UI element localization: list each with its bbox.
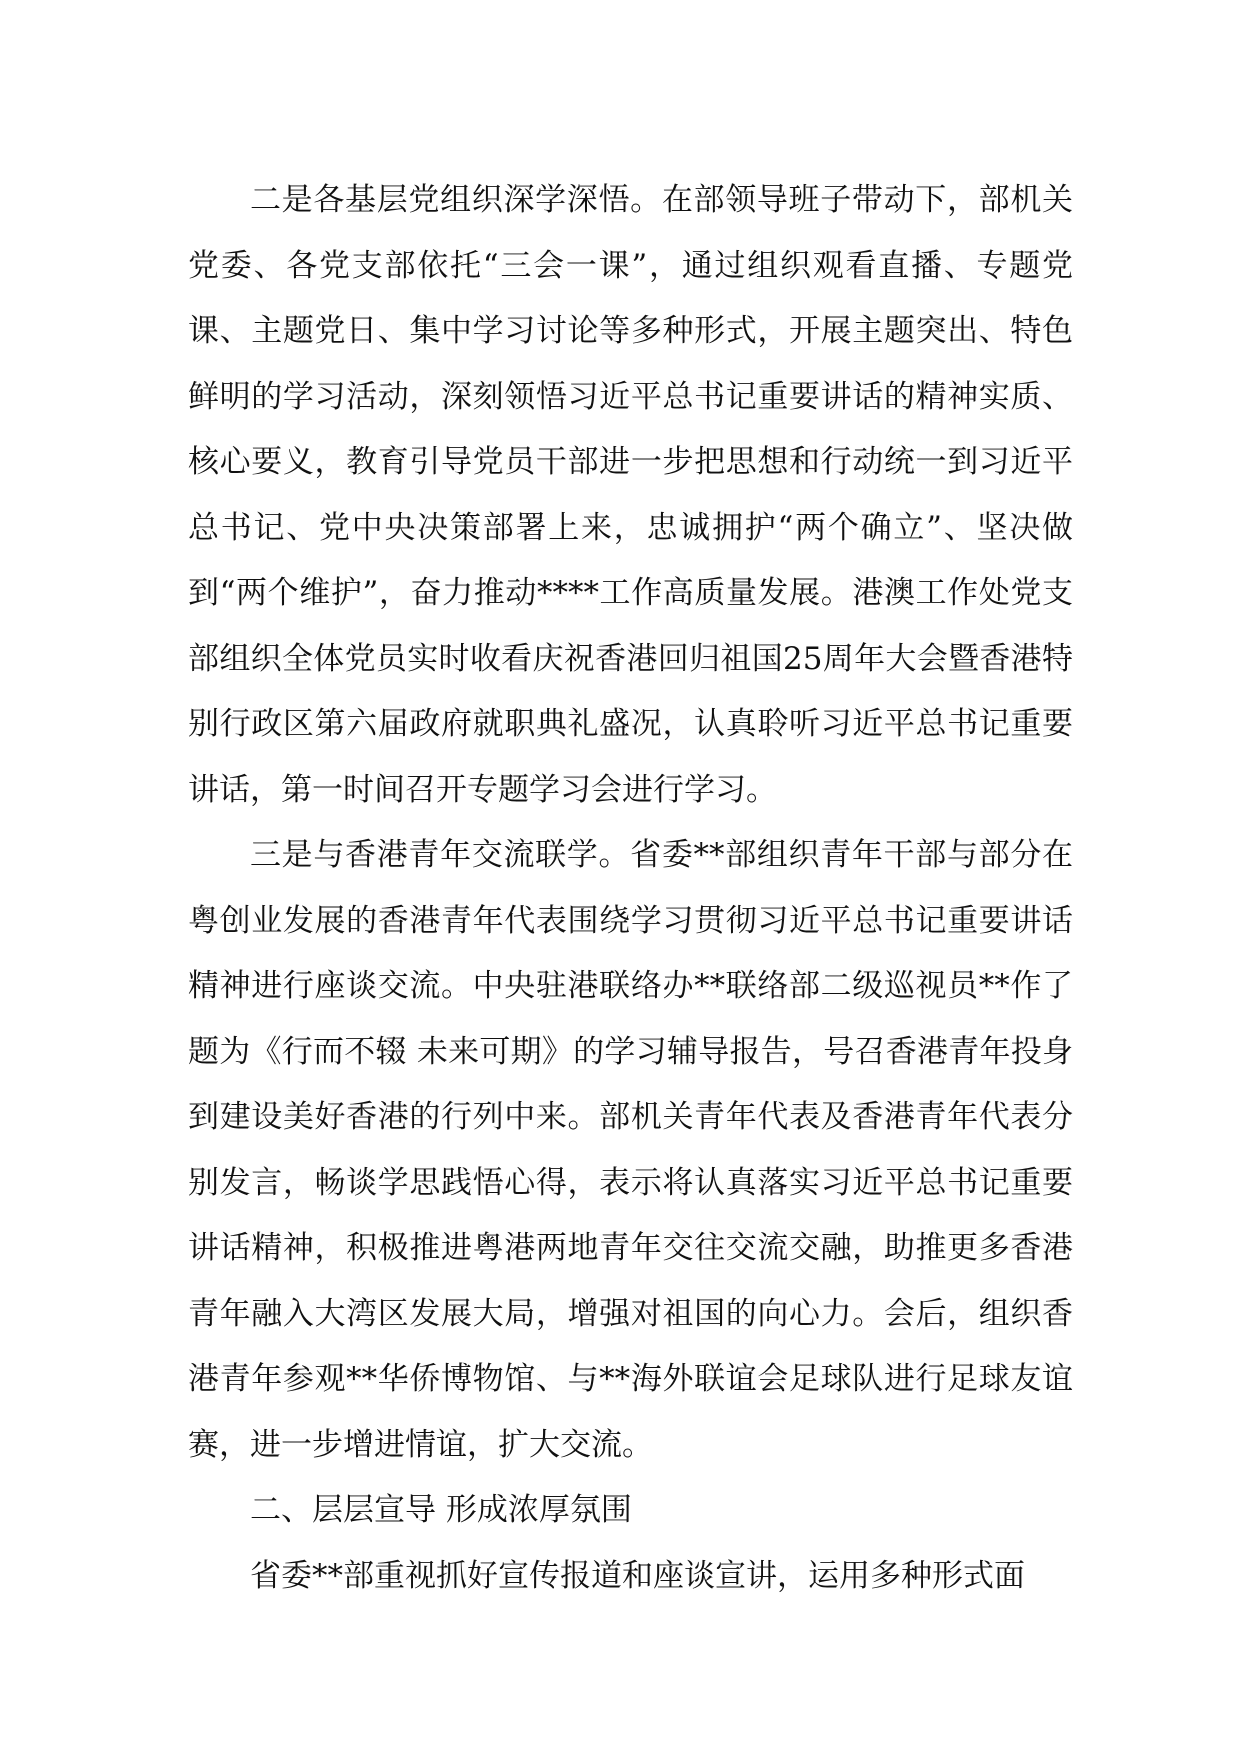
document-body: [188, 168, 1073, 1609]
paragraph-party-organizations-study: 二是各基层党组织深学深悟。在部领导班子带动下，部机关党委、各党支部依托“三会一课”，通过组织观看直播、专题党课、主题党日、集中学习讨论等多种形式，开展主题突出、特色鲜明的学习活动，深刻领悟习近平总书记重要讲话的精神实质、核心要义，教育引导党员干部进一步把思想和行动统一到习近平总书记、党中央决策部署上来，忠诚拥护“两个确立”、坚决做到“两个维护”，奋力推动****工作高质量发展。港澳工作处党支部组织全体党员实时收看庆祝香港回归祖国25周年大会暨香港特别行政区第六届政府就职典礼盛况，认真聆听习近平总书记重要讲话，第一时间召开专题学习会进行学习。: [188, 182, 1073, 808]
paragraph-hong-kong-youth-exchange: 三是与香港青年交流联学。省委**部组织青年干部与部分在粤创业发展的香港青年代表围绕学习贯彻习近平总书记重要讲话精神进行座谈交流。中央驻港联络办**联络部二级巡视员**作了题为《行而不辍 未来可期》的学习辅导报告，号召香港青年投身到建设美好香港的行列中来。部机关青年代表及香港青年代表分别发言，畅谈学思践悟心得，表示将认真落实习近平总书记重要讲话精神，积极推进粤港两地青年交往交流交融，助推更多香港青年融入大湾区发展大局，增强对祖国的向心力。会后，组织香港青年参观**华侨博物馆、与**海外联谊会足球队进行足球友谊赛，进一步增进情谊，扩大交流。: [188, 837, 1073, 1463]
paragraph-publicity: 省委**部重视抓好宣传报道和座谈宣讲，运用多种形式面: [250, 1557, 1025, 1594]
section-heading: 二、层层宣导 形成浓厚氛围: [250, 1492, 632, 1528]
